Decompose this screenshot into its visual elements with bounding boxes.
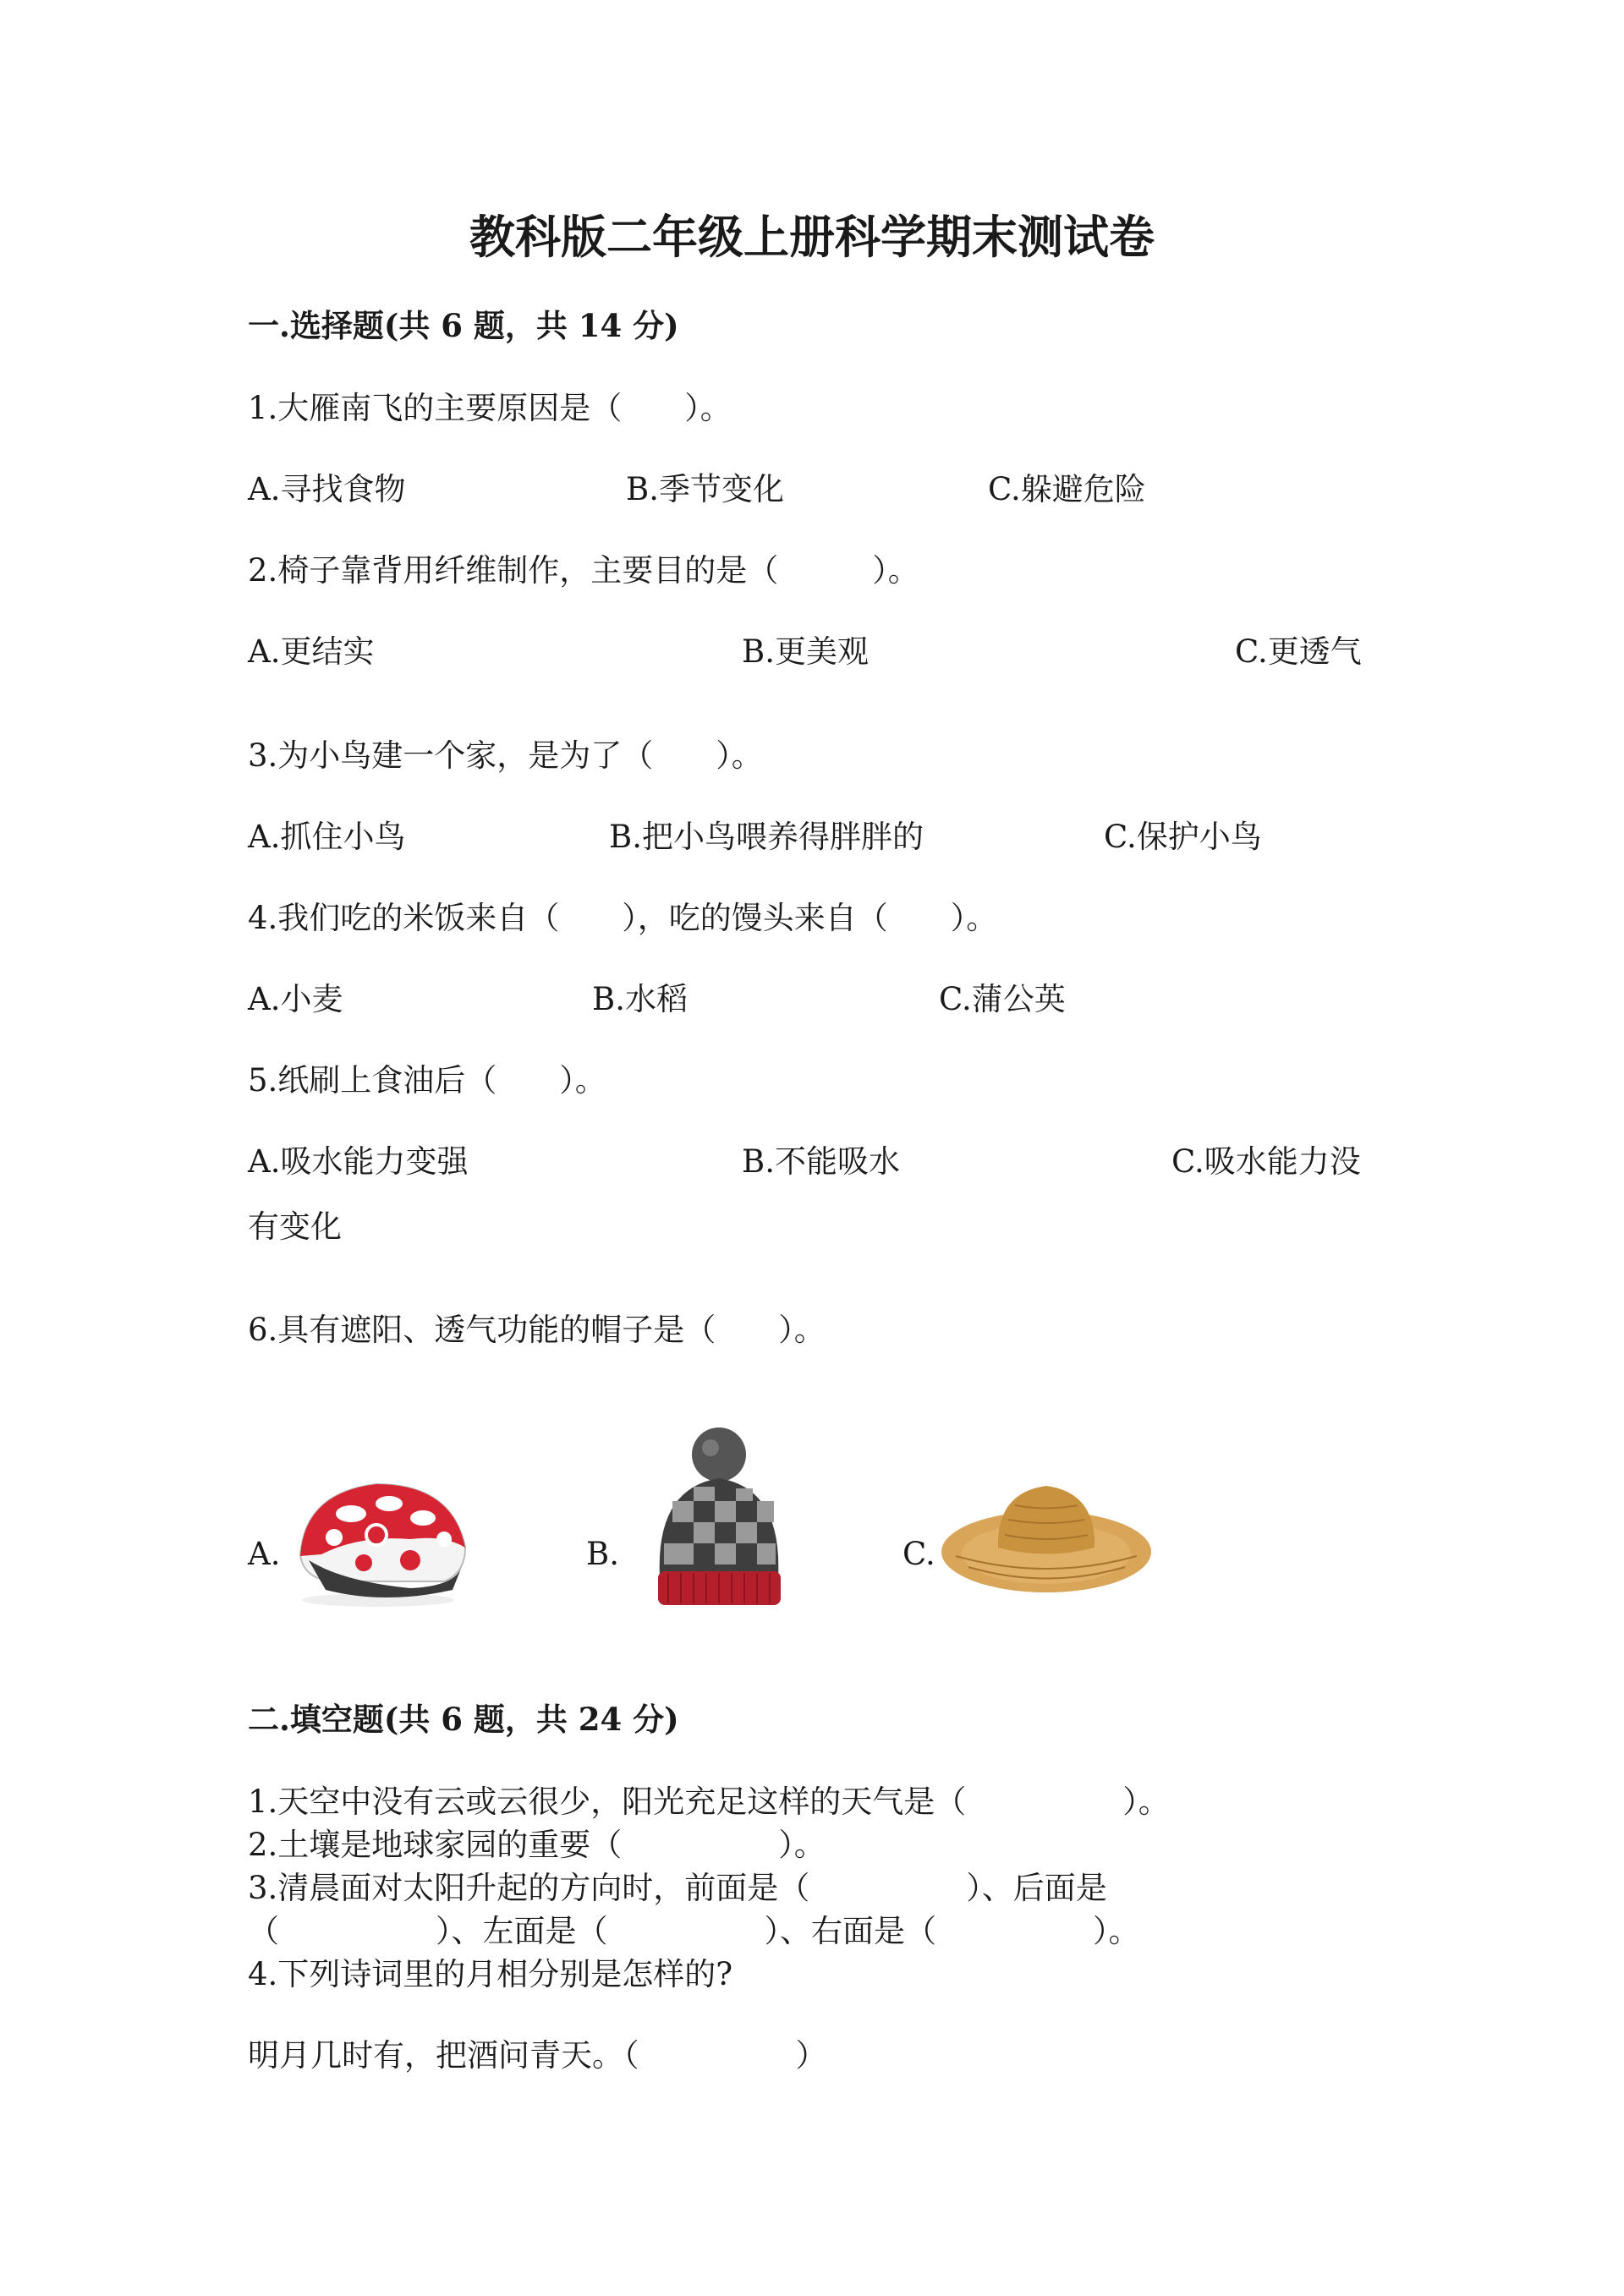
question-2-option-b: B.更美观 bbox=[742, 633, 869, 670]
question-4-option-a: A.小麦 bbox=[248, 981, 343, 1017]
question-3: 3.为小鸟建一个家，是为了（ ）。 bbox=[248, 737, 763, 774]
question-2-option-c: C.更透气 bbox=[1235, 633, 1362, 670]
question-4-option-b: B.水稻 bbox=[592, 981, 688, 1017]
fill-question-1: 1.天空中没有云或云很少，阳光充足这样的天气是（ ）。 bbox=[248, 1784, 1170, 1820]
fill-question-3-continued: （ ）、左面是（ ）、右面是（ ）。 bbox=[248, 1913, 1140, 1949]
bicycle-helmet-image bbox=[283, 1455, 478, 1607]
straw-hat-image bbox=[939, 1467, 1155, 1598]
question-1-option-a: A.寻找食物 bbox=[248, 471, 406, 507]
fill-question-4-poem-1: 明月几时有，把酒问青天。（ ） bbox=[248, 2037, 827, 2074]
question-2-option-a: A.更结实 bbox=[248, 633, 375, 670]
question-5: 5.纸刷上食油后（ ）。 bbox=[248, 1062, 606, 1099]
question-6: 6.具有遮阳、透气功能的帽子是（ ）。 bbox=[248, 1312, 826, 1348]
question-3-option-a: A.抓住小鸟 bbox=[248, 819, 406, 855]
page-title: 教科版二年级上册科学期末测试卷 bbox=[469, 210, 1155, 264]
section-heading-fill-in-blank: 二.填空题(共 6 题，共 24 分) bbox=[248, 1701, 679, 1738]
question-2: 2.椅子靠背用纤维制作，主要目的是（ ）。 bbox=[248, 552, 919, 589]
question-5-option-a: A.吸水能力变强 bbox=[248, 1143, 469, 1180]
question-5-option-c-continued: 有变化 bbox=[248, 1208, 342, 1245]
knit-hat-image bbox=[626, 1421, 804, 1611]
question-6-option-a: A. bbox=[248, 1536, 281, 1572]
section-heading-multiple-choice: 一.选择题(共 6 题，共 14 分) bbox=[248, 307, 679, 344]
question-4-option-c: C.蒲公英 bbox=[939, 981, 1066, 1017]
question-1-option-c: C.躲避危险 bbox=[988, 471, 1146, 507]
question-6-option-b: B. bbox=[586, 1536, 619, 1572]
question-6-option-c: C. bbox=[903, 1536, 935, 1572]
fill-question-4: 4.下列诗词里的月相分别是怎样的? bbox=[248, 1956, 733, 1992]
fill-question-2: 2.土壤是地球家园的重要（ ）。 bbox=[248, 1827, 826, 1863]
fill-question-3: 3.清晨面对太阳升起的方向时，前面是（ ）、后面是 bbox=[248, 1870, 1107, 1906]
question-4: 4.我们吃的米饭来自（ ），吃的馒头来自（ ）。 bbox=[248, 900, 998, 936]
question-5-option-b: B.不能吸水 bbox=[742, 1143, 900, 1180]
question-3-option-b: B.把小鸟喂养得胖胖的 bbox=[609, 819, 924, 855]
question-1: 1.大雁南飞的主要原因是（ ）。 bbox=[248, 390, 732, 426]
question-5-option-c: C.吸水能力没 bbox=[1171, 1143, 1361, 1180]
question-3-option-c: C.保护小鸟 bbox=[1104, 819, 1262, 855]
question-1-option-b: B.季节变化 bbox=[626, 471, 784, 507]
